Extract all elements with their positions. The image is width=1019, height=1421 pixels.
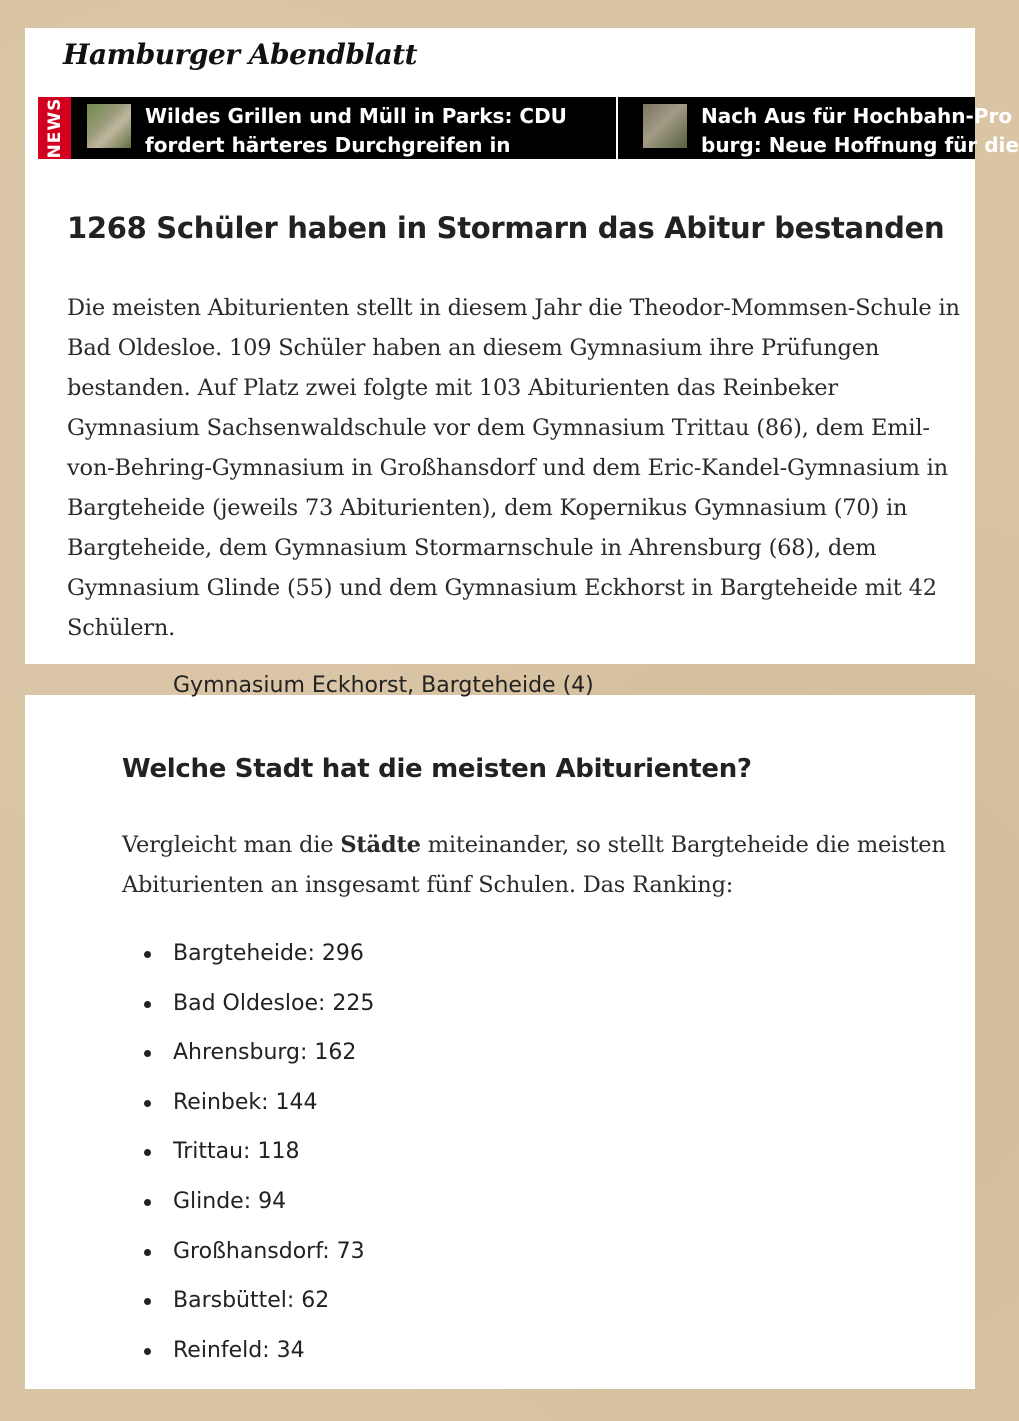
ranking-item: Ahrensburg: 162 <box>122 1033 374 1083</box>
article-section-card <box>25 673 975 1389</box>
news-tag-label: NEWS <box>44 97 65 159</box>
ranking-item: Trittau: 118 <box>122 1132 374 1182</box>
news-tag <box>38 97 71 159</box>
ticker-item[interactable] <box>85 97 600 186</box>
site-logo[interactable]: Hamburger Abendblatt <box>63 38 418 71</box>
article-top-card <box>25 28 1019 664</box>
news-ticker <box>38 97 1019 186</box>
ranking-item: Glinde: 94 <box>122 1182 374 1232</box>
ticker-item-title-line: Nach Aus für Hochbahn-Pro <box>701 104 1013 128</box>
article-headline: 1268 Schüler haben in Stormarn das Abitur bestanden <box>67 211 945 245</box>
cut-off-text: Gymnasium Eckhorst, Bargteheide (4) <box>173 673 594 698</box>
ranking-item: Reinbek: 144 <box>122 1083 374 1133</box>
ticker-item[interactable] <box>616 97 1018 159</box>
intro-text: miteinander, so stellt Bargteheide die meisten Abiturienten an insgesamt fünf Schulen. Das Ranking: <box>122 832 946 898</box>
ranking-item: Großhansdorf: 73 <box>122 1232 374 1282</box>
section-intro <box>122 825 972 905</box>
ticker-item-title-line: burg: Neue Hoffnung für die <box>701 133 1019 157</box>
ranking-item: Reinfeld: 34 <box>122 1331 374 1381</box>
ticker-item-title: Wildes Grillen und Müll in Parks: CDU fordert härteres Durchgreifen in Hamburg <box>145 104 567 186</box>
article-body: Die meisten Abiturienten stellt in diesem Jahr die Theodor-Mommsen-Schule in Bad Oldesloe. 109 Schüler haben an diesem Gymnasium ihre Prüfungen bestanden. Auf Platz zwei folgte mit 103 Abiturienten das Reinbeker Gymnasium Sachsenwaldschule vor dem Gymnasium Trittau (86), dem Emil-von-Behring-Gymnasium in Großhansdorf und dem Eric-Kandel-Gymnasium in Bargteheide (jeweils 73 Abiturienten), dem Kopernikus Gymnasium (70) in Bargteheide, dem Gymnasium Stormarnschule in Ahrensburg (68), dem Gymnasium Glinde (55) und dem Gymnasium Eckhorst in Bargteheide mit 42 Schülern. <box>67 295 960 641</box>
ticker-thumbnail <box>87 104 131 148</box>
intro-bold-text: Städte <box>340 832 421 858</box>
ranking-list <box>122 934 374 1380</box>
ticker-item-title <box>701 102 1019 160</box>
ranking-item: Bargteheide: 296 <box>122 934 374 984</box>
ranking-item: Barsbüttel: 62 <box>122 1281 374 1331</box>
section-headline: Welche Stadt hat die meisten Abiturienten? <box>122 754 752 784</box>
ranking-item: Bad Oldesloe: 225 <box>122 984 374 1034</box>
intro-text: Vergleicht man die <box>122 832 341 858</box>
ticker-thumbnail <box>643 104 687 148</box>
